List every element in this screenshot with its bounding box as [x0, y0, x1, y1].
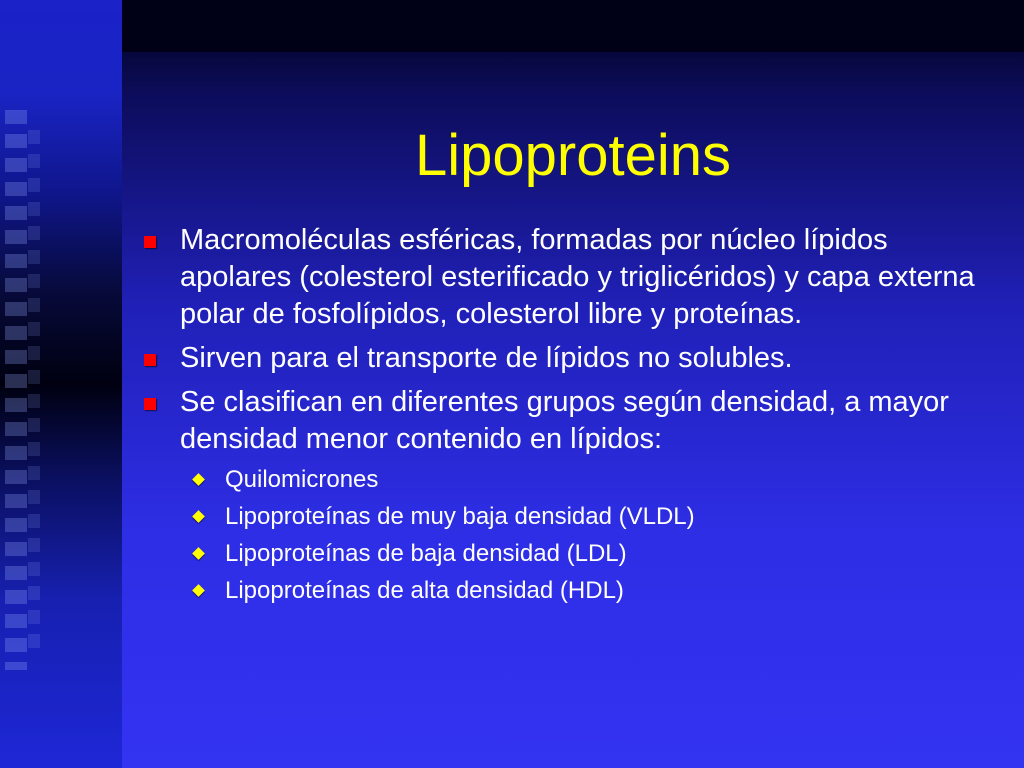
- bullet-item: [144, 384, 1006, 458]
- decorative-squares-column-faint: [28, 130, 40, 650]
- diamond-bullet-icon: [192, 473, 205, 486]
- sub-bullet-text: Lipoproteínas de muy baja densidad (VLDL): [225, 503, 695, 530]
- diamond-bullet-icon: [192, 547, 205, 560]
- square-bullet-icon: [144, 398, 156, 410]
- sub-bullet-text: Quilomicrones: [225, 466, 379, 493]
- top-decorative-band: [122, 0, 1024, 52]
- sub-bullet-list: [194, 461, 1006, 609]
- square-bullet-icon: [144, 354, 156, 366]
- sub-bullet-item: [194, 498, 1006, 535]
- left-decorative-bar: [0, 0, 122, 768]
- slide-title: Lipoproteins: [415, 123, 731, 188]
- square-bullet-icon: [144, 236, 156, 248]
- sub-bullet-item: [194, 535, 1006, 572]
- sub-bullet-item: [194, 572, 1006, 609]
- bullet-text: Macromoléculas esféricas, formadas por núcleo lípidos apolares (colesterol esterificado y triglicéridos) y capa externa polar de fosfolípidos, colesterol libre y proteínas.: [180, 224, 975, 330]
- sub-bullet-text: Lipoproteínas de baja densidad (LDL): [225, 540, 627, 567]
- diamond-bullet-icon: [192, 584, 205, 597]
- diamond-bullet-icon: [192, 510, 205, 523]
- bullet-item: [144, 222, 1006, 333]
- bullet-text: Se clasifican en diferentes grupos según densidad, a mayor densidad menor contenido en lípidos:: [180, 386, 949, 455]
- bullet-text: Sirven para el transporte de lípidos no solubles.: [180, 342, 793, 374]
- bullet-item: [144, 340, 1006, 377]
- sub-bullet-item: [194, 461, 1006, 498]
- sub-bullet-text: Lipoproteínas de alta densidad (HDL): [225, 577, 624, 604]
- decorative-squares-column: [5, 110, 27, 670]
- slide-content: [144, 222, 1006, 609]
